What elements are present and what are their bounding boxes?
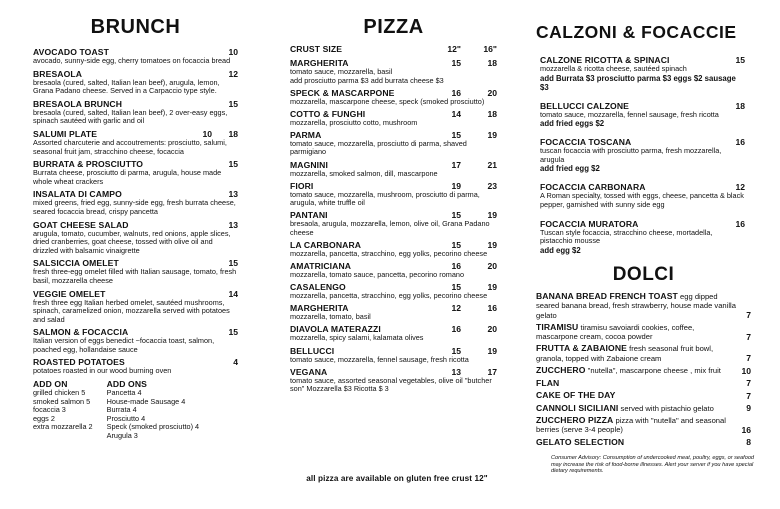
calzoni-list: [540, 55, 745, 255]
dessert-text: [536, 416, 736, 435]
pizza-item: [290, 324, 497, 343]
menu-item: [33, 289, 238, 325]
calzone-description: mozzarella & ricotta cheese, sautéed spinach: [540, 64, 687, 73]
dessert-name: GELATO SELECTION: [536, 436, 625, 447]
crust-size-label: CRUST SIZE: [290, 44, 343, 54]
dessert-name: FLAN: [536, 377, 560, 388]
dessert-item: [536, 292, 751, 321]
item-description: fresh three-egg omelet filled with Italian sausage, tomato, fresh basil, mozzarella cheese: [33, 267, 237, 285]
pizza-item: [290, 346, 497, 365]
pizza-item: [290, 109, 497, 128]
price-16: 19: [487, 345, 497, 356]
add-on-line: focaccia 3: [33, 405, 66, 415]
item-header: [33, 289, 238, 299]
item-description: bresaola (cured, salted, Italian lean beef), 2 over-easy eggs, spinach sautéed with garlic and oil: [33, 107, 228, 126]
calzone-item: [540, 219, 745, 255]
pizza-description: mozzarella, pancetta, stracchino, egg yolks, pecorino cheese: [290, 291, 488, 301]
pizza-add: add prosciutto parma $3 add burrata cheese $3: [290, 75, 444, 85]
calzone-name: CALZONE RICOTTA & SPINACI: [540, 55, 670, 65]
price-12: 16: [451, 324, 461, 335]
item-price: 10: [228, 47, 238, 57]
dessert-name: FRUTTA & ZABAIONE: [536, 343, 627, 354]
pizza-prices: [439, 160, 497, 170]
pizza-description: mozzarella, spicy salami, kalamata olives: [290, 333, 424, 343]
menu-item: [33, 159, 238, 186]
price-16: 20: [487, 324, 497, 335]
add-on-line: eggs 2: [33, 413, 55, 423]
size-12: 12": [447, 44, 461, 54]
item-price: 12: [228, 68, 238, 79]
add-on-block: [33, 379, 93, 441]
calzoni-column: [536, 0, 755, 475]
item-price: 15: [228, 159, 238, 170]
price-16: 19: [487, 210, 497, 221]
item-name: SALSICCIA OMELET: [33, 258, 119, 269]
pizza-description: mozzarella, tomato, basil: [290, 312, 371, 322]
pizza-name: PANTANI: [290, 210, 328, 221]
pizza-name: PARMA: [290, 129, 322, 140]
item-name: AVOCADO TOAST: [33, 47, 109, 57]
pizza-item: [290, 282, 497, 301]
add-on-line: extra mozzarella 2: [33, 422, 93, 432]
pizza-description: tomato sauce, mozzarella, mushroom, prosciutto di parma, arugula, white truffle oil: [290, 189, 480, 208]
price-16: 19: [487, 282, 497, 293]
dessert-description: "nutella", mascarpone cheese , mix fruit: [587, 366, 721, 376]
pizza-item: [290, 58, 497, 85]
item-name: ROASTED POTATOES: [33, 357, 125, 368]
add-ons-line: Pancetta 4: [106, 388, 142, 398]
item-name: GOAT CHEESE SALAD: [33, 219, 129, 230]
dessert-price: 16: [741, 424, 751, 435]
brunch-list: [33, 47, 238, 376]
calzone-add: add Burrata $3 prosciutto parma $3 eggs $2 sausage $3: [540, 73, 736, 92]
item-name: BRESAOLA: [33, 68, 83, 79]
dessert-description: pizza with "nutella" and seasonal berries (serve 3-4 people): [536, 415, 726, 435]
item-name: INSALATA DI CAMPO: [33, 189, 122, 200]
calzone-add: add egg $2: [540, 245, 581, 255]
dessert-price: 9: [746, 403, 751, 414]
item-price-large: 18: [228, 128, 238, 139]
calzone-description: Tuscan style focaccia, stracchino cheese, mortadella, pistacchio mousse: [540, 227, 713, 246]
add-on-lines: [33, 389, 93, 432]
price-16: 20: [487, 87, 497, 98]
dessert-price: 8: [746, 437, 751, 448]
dessert-name: CANNOLI SICILIANI: [536, 402, 619, 413]
pizza-description: mozzarella, prosciutto cotto, mushroom: [290, 117, 418, 127]
calzone-price: 16: [735, 137, 745, 148]
dessert-item: [536, 403, 751, 413]
price-12: 15: [451, 240, 461, 251]
pizza-description: tomato sauce, assorted seasonal vegetables, olive oil "butcher son" Mozzarella $3 Ricotta $ 3: [290, 375, 492, 394]
calzoni-title: CALZONI & FOCACCIE: [536, 22, 737, 42]
price-16: 17: [487, 366, 497, 377]
item-header: [290, 346, 497, 356]
add-ons-line: Speck (smoked prosciutto) 4: [106, 422, 200, 432]
calzone-price: 16: [735, 218, 745, 229]
consumer-advisory: Consumer Advisory: Consumption of undercooked meat, poultry, eggs, or seafood may increase the risk of food-borne illnesses. Alert your server if you have special dietary requirements.: [551, 455, 755, 475]
menu-item: [33, 220, 238, 256]
price-12: 15: [451, 58, 461, 68]
price-16: 20: [487, 261, 497, 272]
pizza-title: PIZZA: [363, 16, 424, 38]
pizza-description: mozzarella, smoked salmon, dill, mascarpone: [290, 168, 438, 178]
dessert-text: [536, 344, 736, 363]
price-12: 15: [451, 210, 461, 221]
pizza-description: tomato sauce, mozzarella, prosciutto di parma, shaved parmigiano: [290, 138, 467, 157]
price-12: 12: [451, 303, 461, 314]
item-description: mixed greens, fried egg, sunny-side egg, fresh burrata cheese, seared focaccia bread, crispy pancetta: [33, 198, 236, 216]
dessert-text: [536, 404, 736, 414]
pizza-name: CASALENGO: [290, 282, 346, 293]
calzone-description: tuscan focaccia with prosciutto parma, fresh mozzarella, arugula: [540, 146, 722, 164]
item-price: 4: [233, 357, 238, 368]
add-ons-line: Arugula 3: [106, 431, 138, 441]
price-12: 15: [451, 345, 461, 356]
item-price: 15: [228, 98, 238, 109]
calzone-add: add fried egg $2: [540, 164, 600, 174]
pizza-item: [290, 130, 497, 157]
item-name: SALUMI PLATE: [33, 128, 98, 139]
item-price: 13: [228, 189, 238, 200]
brunch-column: [33, 0, 238, 441]
calzone-item: [540, 182, 745, 209]
pizza-name: LA CARBONARA: [290, 240, 362, 251]
calzone-item: [540, 137, 745, 173]
pizza-prices: [439, 346, 497, 356]
dessert-item: [536, 437, 751, 447]
menu-item: [33, 258, 238, 285]
pizza-item: [290, 303, 497, 322]
pizza-name: COTTO & FUNGHI: [290, 108, 366, 119]
pizza-item: [290, 181, 497, 208]
dessert-description: egg dipped seared banana bread, fresh strawberry, house made vanilla gelato: [536, 291, 736, 320]
menu-item: [33, 69, 238, 96]
calzone-price: 18: [735, 100, 745, 111]
pizza-name: SPECK & MASCARPONE: [290, 87, 395, 98]
dessert-item: [536, 391, 751, 401]
dessert-description: tiramisu savoiardi cookies, coffee, mascarpone cream, cocoa powder: [536, 322, 695, 342]
menu-item: [33, 189, 238, 216]
price-16: 19: [487, 240, 497, 251]
dessert-item: [536, 378, 751, 388]
pizza-item: [290, 210, 497, 237]
add-on-line: smoked salmon 5: [33, 396, 91, 406]
price-12: 15: [451, 129, 461, 140]
crust-sizes: [439, 44, 497, 54]
item-price: 14: [228, 288, 238, 299]
pizza-name: AMATRICIANA: [290, 261, 352, 272]
menu-item: [33, 129, 238, 156]
price-12: 14: [451, 108, 461, 119]
calzone-add: add fried eggs $2: [540, 119, 605, 129]
calzone-name: BELLUCCI CALZONE: [540, 100, 629, 111]
pizza-prices: [439, 109, 497, 119]
pizza-name: BELLUCCI: [290, 345, 335, 356]
pizza-list: [290, 58, 497, 394]
dessert-item: [536, 344, 751, 363]
dessert-name: CAKE OF THE DAY: [536, 390, 616, 401]
menu-item: [33, 99, 238, 126]
pizza-name: MARGHERITA: [290, 303, 349, 314]
calzone-name: FOCACCIA CARBONARA: [540, 182, 646, 193]
calzone-price: 15: [735, 55, 745, 65]
crust-size-row: [290, 44, 497, 54]
pizza-item: [290, 160, 497, 179]
pizza-prices: [439, 58, 497, 68]
calzone-item: [540, 55, 745, 92]
price-16: 16: [487, 303, 497, 314]
item-name: SALMON & FOCACCIA: [33, 327, 129, 338]
calzone-name: FOCACCIA MURATORA: [540, 218, 639, 229]
menu-item: [33, 357, 238, 376]
dessert-price: 7: [746, 390, 751, 401]
pizza-name: MARGHERITA: [290, 58, 349, 68]
pizza-item: [290, 88, 497, 107]
dessert-text: [536, 391, 736, 401]
pizza-column: [290, 0, 497, 483]
pizza-description: bresaola, arugula, mozzarella, lemon, olive oil, Grana Padano cheese: [290, 219, 490, 237]
pizza-description: mozzarella, mascarpone cheese, speck (smoked prosciutto): [290, 96, 485, 106]
dessert-description: served with pistachio gelato: [620, 403, 714, 413]
price-16: 21: [487, 159, 497, 170]
price-12: 17: [451, 159, 461, 170]
gluten-free-note: all pizza are available on gluten free crust 12": [306, 474, 488, 483]
pizza-description: tomato sauce, mozzarella, fennel sausage, fresh ricotta: [290, 354, 469, 364]
pizza-description: tomato sauce, mozzarella, basil: [290, 67, 393, 76]
item-description: potatoes roasted in our wood burning oven: [33, 366, 172, 376]
calzone-price: 12: [735, 182, 745, 193]
item-name: VEGGIE OMELET: [33, 288, 106, 299]
dessert-item: [536, 323, 751, 342]
pizza-item: [290, 261, 497, 280]
pizza-description: mozzarella, pancetta, stracchino, egg yolks, pecorino cheese: [290, 249, 488, 259]
dolci-title: DOLCI: [612, 263, 675, 285]
calzone-item: [540, 101, 745, 129]
dessert-item: [536, 416, 751, 435]
dessert-price: 10: [741, 365, 751, 376]
add-ons-lines: [107, 389, 199, 441]
item-description: avocado, sunny-side egg, cherry tomatoes on focaccia bread: [33, 56, 231, 65]
addon-section: [33, 379, 238, 441]
item-description: Assorted charcuterie and accoutrements: prosciutto, salumi, seasonal fruit jam, stracchino cheese, focaccia: [33, 137, 227, 156]
pizza-prices: [439, 324, 497, 334]
calzone-name: FOCACCIA TOSCANA: [540, 137, 632, 148]
dessert-name: TIRAMISU: [536, 321, 579, 332]
menu-item: [33, 47, 238, 66]
item-name: BURRATA & PROSCIUTTO: [33, 159, 144, 170]
dolci-list: [536, 292, 751, 448]
item-description: bresaola (cured, salted, Italian lean beef), arugula, lemon, Grana Padano cheese. Served in a Carpaccio type style.: [33, 77, 220, 96]
price-12: 13: [451, 366, 461, 377]
price-12: 19: [451, 180, 461, 191]
dessert-price: 7: [746, 331, 751, 342]
dessert-price: 7: [746, 353, 751, 364]
add-ons-line: House-made Sausage 4: [106, 396, 186, 406]
dessert-text: [536, 438, 736, 448]
item-price: 13: [228, 219, 238, 230]
dessert-name: BANANA BREAD FRENCH TOAST: [536, 290, 678, 301]
add-ons-line: Burrata 4: [106, 405, 137, 415]
price-16: 19: [487, 129, 497, 140]
size-16: 16": [483, 44, 497, 54]
dessert-text: [536, 323, 736, 342]
dessert-text: [536, 366, 736, 376]
item-name: BRESAOLA BRUNCH: [33, 98, 123, 109]
pizza-prices: [439, 303, 497, 313]
add-ons-block: [107, 379, 199, 441]
dessert-price: 7: [746, 310, 751, 321]
price-12: 15: [451, 282, 461, 293]
price-16: 18: [487, 58, 497, 68]
item-description: Burrata cheese, prosciutto di parma, arugula, house made whole wheat crackers: [33, 168, 222, 186]
dessert-item: [536, 366, 751, 376]
calzone-description: A Roman specialty, tossed with eggs, cheese, pancetta & black pepper, garnished with sunny side egg: [540, 191, 744, 209]
add-ons-line: Prosciutto 4: [106, 413, 146, 423]
menu-item: [33, 327, 238, 354]
item-description: arugula, tomato, cucumber, walnuts, red onions, apple slices, dried cranberries, goat cheese, tossed with olive oil and drizzled with balsamic vinaigrette: [33, 228, 231, 255]
add-on-title: ADD ON: [33, 379, 68, 390]
add-on-line: grilled chicken 5: [33, 388, 86, 398]
pizza-item: [290, 240, 497, 259]
dessert-text: [536, 292, 736, 321]
dessert-name: ZUCCHERO PIZZA: [536, 414, 614, 425]
pizza-name: MAGNINI: [290, 159, 328, 170]
pizza-description: mozzarella, tomato sauce, pancetta, pecorino romano: [290, 270, 465, 280]
calzone-description: tomato sauce, mozzarella, fennel sausage, fresh ricotta: [540, 109, 719, 119]
add-ons-title: ADD ONS: [106, 379, 147, 390]
item-price: 15: [228, 327, 238, 338]
pizza-name: DIAVOLA MATERAZZI: [290, 324, 381, 335]
item-price: 10: [202, 128, 212, 139]
dessert-price: 7: [746, 378, 751, 389]
item-description: fresh three egg Italian herbed omelet, sautéed mushrooms, spinach, caramelized onion, mozzarella served with potatoes and salad: [33, 297, 230, 324]
price-16: 18: [487, 108, 497, 119]
item-description: Italian version of eggs benedict ~focaccia toast, salmon, poached egg, hollandaise sauce: [33, 336, 215, 354]
dessert-description: fresh seasonal fruit bowl, granola, topped with Zabaione cream: [536, 344, 714, 363]
pizza-name: FIORI: [290, 180, 314, 191]
dessert-name: ZUCCHERO: [536, 365, 586, 376]
pizza-item: [290, 367, 497, 394]
price-16: 23: [487, 180, 497, 191]
price-12: 16: [451, 261, 461, 272]
pizza-name: VEGANA: [290, 366, 328, 377]
item-price: 15: [228, 258, 238, 269]
price-12: 16: [451, 87, 461, 98]
dessert-text: [536, 379, 736, 389]
brunch-title: BRUNCH: [90, 16, 181, 38]
